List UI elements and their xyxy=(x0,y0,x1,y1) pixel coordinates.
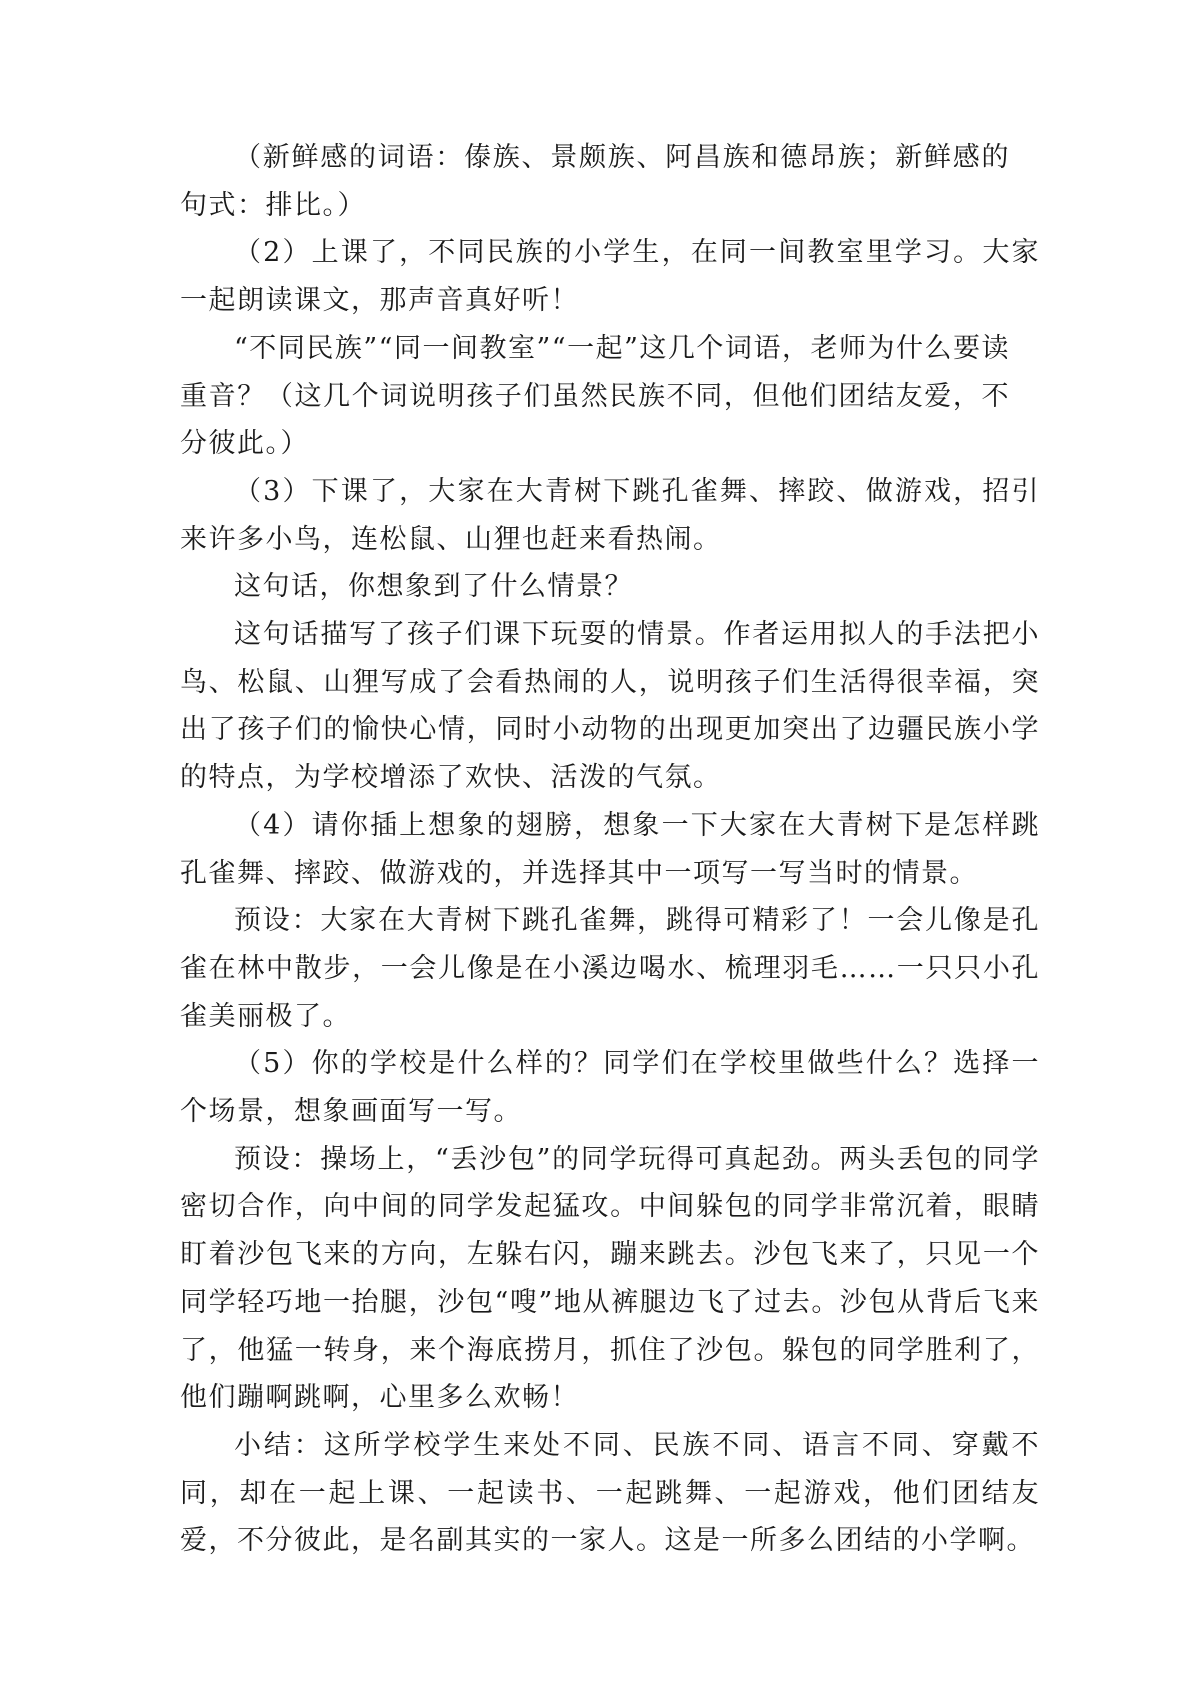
document-body xyxy=(180,134,1040,1565)
paragraph-item-2: （2）上课了，不同民族的小学生，在同一间教室里学习。大家一起朗读课文，那声音真好听！ xyxy=(180,237,1040,317)
paragraph-vocabulary-note: （新鲜感的词语：傣族、景颇族、阿昌族和德昂族；新鲜感的句式：排比。） xyxy=(180,142,1010,221)
paragraph-scene-answer: 这句话描写了孩子们课下玩耍的情景。作者运用拟人的手法把小鸟、松鼠、山狸写成了会看热闹的人，说明孩子们生活得很幸福，突出了孩子们的愉快心情，同时小动物的出现更加突出了边疆民族小学的特点，为学校增添了欢快、活泼的气氛。 xyxy=(180,619,1040,794)
paragraph-item-3: （3）下课了，大家在大青树下跳孔雀舞、摔跤、做游戏，招引来许多小鸟，连松鼠、山狸也赶来看热闹。 xyxy=(180,475,1040,555)
paragraph-scene-question: 这句话，你想象到了什么情景？ xyxy=(234,571,633,603)
paragraph-stress-question: “不同民族”“同一间教室”“一起”这几个词语，老师为什么要读重音？（这几个词说明孩子们虽然民族不同，但他们团结友爱，不分彼此。） xyxy=(180,332,1010,460)
paragraph-item-4: （4）请你插上想象的翅膀，想象一下大家在大青树下是怎样跳孔雀舞、摔跤、做游戏的，并选择其中一项写一写当时的情景。 xyxy=(180,809,1040,889)
paragraph-summary: 小结：这所学校学生来处不同、民族不同、语言不同、穿戴不同，却在一起上课、一起读书、一起跳舞、一起游戏，他们团结友爱，不分彼此，是名副其实的一家人。这是一所多么团结的小学啊。 xyxy=(180,1429,1040,1557)
paragraph-item-5: （5）你的学校是什么样的？同学们在学校里做些什么？选择一个场景，想象画面写一写。 xyxy=(180,1048,1040,1128)
paragraph-preset-sandbag: 预设：操场上，“丢沙包”的同学玩得可真起劲。两头丢包的同学密切合作，向中间的同学发起猛攻。中间躲包的同学非常沉着，眼睛盯着沙包飞来的方向，左躲右闪，蹦来跳去。沙包飞来了，只见一个同学轻巧地一抬腿，沙包“嗖”地从裤腿边飞了过去。沙包从背后飞来了，他猛一转身，来个海底捞月，抓住了沙包。躲包的同学胜利了，他们蹦啊跳啊，心里多么欢畅！ xyxy=(180,1143,1040,1414)
paragraph-preset-peacock: 预设：大家在大青树下跳孔雀舞，跳得可精彩了！一会儿像是孔雀在林中散步，一会儿像是在小溪边喝水、梳理羽毛……一只只小孔雀美丽极了。 xyxy=(180,905,1040,1032)
